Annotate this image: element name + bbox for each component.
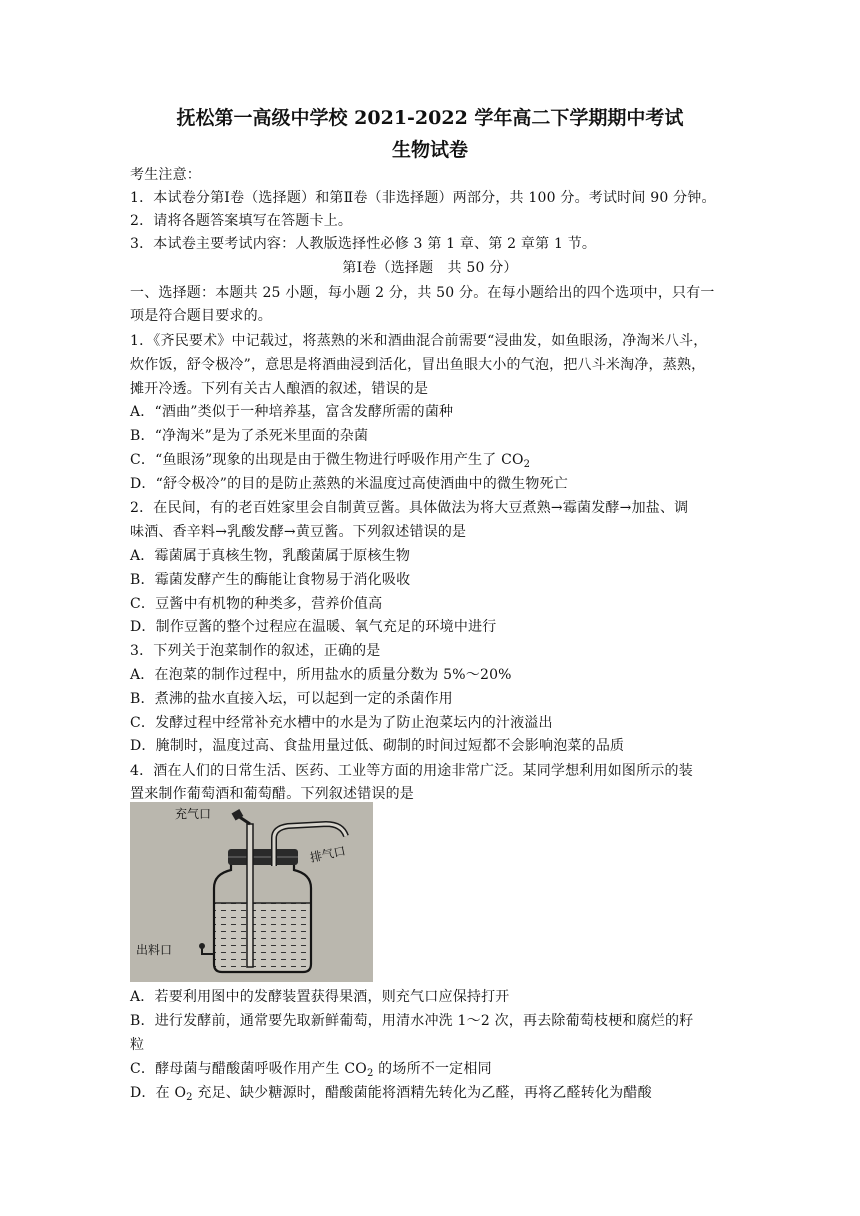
label-inlet: 充气口 <box>175 807 212 821</box>
q3-stem: 3．下列关于泡菜制作的叙述，正确的是 <box>130 643 381 659</box>
q1-option-a: A．“酒曲”类似于一种培养基，富含发酵所需的菌种 <box>130 404 454 420</box>
notice-item: 3．本试卷主要考试内容：人教版选择性必修 3 第 1 章、第 2 章第 1 节。 <box>130 236 597 252</box>
notice-item: 1．本试卷分第Ⅰ卷（选择题）和第Ⅱ卷（非选择题）两部分，共 100 分。考试时间 90 分钟。 <box>130 190 716 206</box>
q3-option-c: C．发酵过程中经常补充水槽中的水是为了防止泡菜坛内的汁液溢出 <box>130 715 553 731</box>
q4-option-d: D．在 $O_2$ 充足、缺少糖源时，醋酸菌能将酒精先转化为乙醛，再将乙醛转化为醋酸 <box>130 1085 652 1103</box>
section-title: 第Ⅰ卷（选择题 共 50 分） <box>342 260 518 276</box>
q4-option-b: B．进行发酵前，通常要先取新鲜葡萄，用清水冲洗 1～2 次，再去除葡萄枝梗和腐烂的籽 <box>130 1013 694 1029</box>
q3-option-d: D．腌制时，温度过高、食盐用量过低、砌制的时间过短都不会影响泡菜的品质 <box>130 738 625 754</box>
q1-option-c: C．“鱼眼汤”现象的出现是由于微生物进行呼吸作用产生了 $CO_2$ <box>130 452 531 470</box>
label-exhaust: 排气口 <box>308 843 347 865</box>
q4-option-a: A．若要利用图中的发酵装置获得果酒，则充气口应保持打开 <box>130 989 510 1005</box>
fermentation-apparatus-figure <box>130 802 373 982</box>
section-instruction: 项是符合题目要求的。 <box>130 308 272 324</box>
q4-stem: 置来制作葡萄酒和葡萄醋。下列叙述错误的是 <box>130 786 414 802</box>
q3-option-b: B．煮沸的盐水直接入坛，可以起到一定的杀菌作用 <box>130 691 453 707</box>
q4-stem: 4．酒在人们的日常生活、医药、工业等方面的用途非常广泛。某同学想利用如图所示的装 <box>130 763 693 779</box>
q1-option-d: D．“舒令极冷”的目的是防止蒸熟的米温度过高使酒曲中的微生物死亡 <box>130 476 568 492</box>
q1-stem: 1．《齐民要术》中记载过，将蒸熟的米和酒曲混合前需要“浸曲发，如鱼眼汤，净淘米八斗， <box>130 333 708 349</box>
q2-stem: 2．在民间，有的老百姓家里会自制黄豆酱。具体做法为将大豆煮熟→霉菌发酵→加盐、调 <box>130 500 689 516</box>
q2-option-b: B．霉菌发酵产生的酶能让食物易于消化吸收 <box>130 572 411 588</box>
q2-option-d: D．制作豆酱的整个过程应在温暖、氧气充足的环境中进行 <box>130 619 497 635</box>
q4-option-c: C．酵母菌与醋酸菌呼吸作用产生 $CO_2$ 的场所不一定相同 <box>130 1061 492 1079</box>
exam-title: 抚松第一高级中学校 2021-2022 学年高二下学期期中考试 <box>176 107 684 129</box>
notice-item: 2．请将各题答案填写在答题卡上。 <box>130 213 353 229</box>
q1-stem: 炊作饭，舒令极冷”，意思是将酒曲浸到活化，冒出鱼眼大小的气泡，把八斗米淘净，蒸熟， <box>130 357 706 373</box>
q2-option-a: A．霉菌属于真核生物，乳酸菌属于原核生物 <box>130 548 411 564</box>
q3-option-a: A．在泡菜的制作过程中，所用盐水的质量分数为 5%～20% <box>130 667 512 683</box>
notice-heading: 考生注意： <box>130 167 201 183</box>
q2-option-c: C．豆酱中有机物的种类多，营养价值高 <box>130 596 383 612</box>
label-outlet: 出料口 <box>136 943 173 957</box>
q4-option-b-cont: 粒 <box>130 1037 145 1053</box>
q2-stem: 味酒、香辛料→乳酸发酵→黄豆酱。下列叙述错误的是 <box>130 524 467 540</box>
section-instruction: 一、选择题：本题共 25 小题，每小题 2 分，共 50 分。在每小题给出的四个选项中，只有一 <box>130 285 715 301</box>
q1-stem: 摊开冷透。下列有关古人酿酒的叙述，错误的是 <box>130 381 429 397</box>
exam-subtitle: 生物试卷 <box>391 139 468 161</box>
q1-option-b: B．“净淘米”是为了杀死米里面的杂菌 <box>130 428 369 444</box>
